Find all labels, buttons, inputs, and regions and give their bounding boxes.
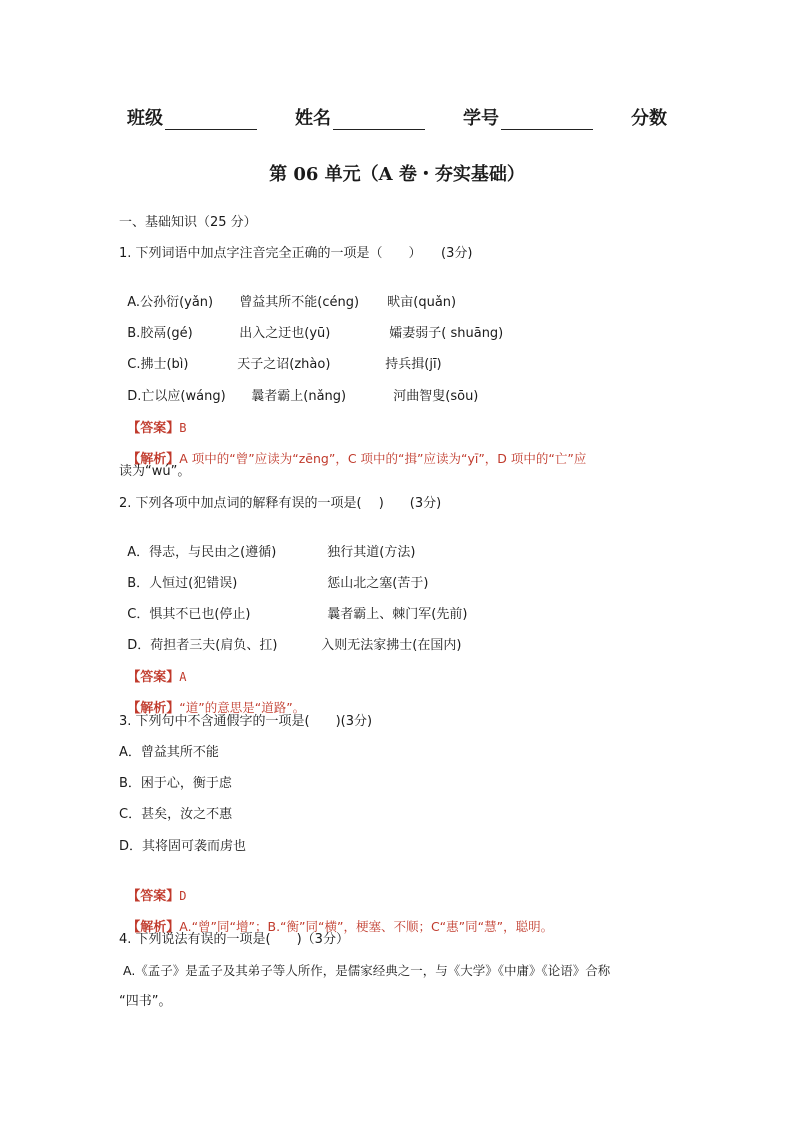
q1-b-2: 出入之迂也(yū) [239, 326, 331, 341]
q2-c-2: 曩者霸上、棘门军(先前) [327, 607, 468, 622]
explain-text: A.“曾”同“增”；B.“衡”同“横”，梗塞、不顺；C“惠”同“慧”，聪明。 [179, 919, 554, 934]
q2-b-2: 惩山北之塞(苦于) [327, 576, 429, 591]
section-heading: 一、基础知识（25 分） [119, 215, 257, 230]
q4-stem: 4. 下列说法有误的一项是( )（3分） [119, 932, 349, 947]
score-label: 分数 [631, 108, 667, 129]
q3-option-a: A．曾益其所不能 [119, 745, 219, 760]
class-field [127, 104, 257, 130]
id-label: 学号 [463, 108, 499, 129]
class-blank[interactable] [165, 109, 257, 130]
q2-d-1: D．荷担者三夫(肩负、扛) [127, 638, 278, 653]
q1-a-2: 曾益其所不能(céng) [239, 295, 360, 310]
q3-option-b: B．困于心，衡于虑 [119, 776, 232, 791]
q1-d-3: 河曲智叟(sōu) [393, 389, 479, 404]
answer-value: A [179, 670, 187, 684]
q2-a-1: A．得志，与民由之(遵循) [127, 545, 277, 560]
q1-d-1: D.亡以应(wáng) [127, 389, 226, 404]
explain-tag: 【解析】 [127, 452, 180, 467]
class-label: 班级 [127, 108, 163, 129]
q3-option-c: C．甚矣，汝之不惠 [119, 807, 233, 822]
explain-tag: 【解析】 [127, 920, 180, 935]
q1-c-3: 持兵揖(jī) [385, 357, 442, 372]
q2-c-1: C．惧其不已也(停止) [127, 607, 251, 622]
page-title: 第 06 单元（A 卷・夯实基础） [269, 164, 525, 185]
header-fields [0, 104, 794, 130]
q1-option-c [119, 338, 442, 374]
q1-b-1: B.胶鬲(gé) [127, 326, 193, 341]
q1-explanation-cont: 读为“wú”。 [119, 464, 191, 479]
q4-option-a: A.《孟子》是孟子及其弟子等人所作，是儒家经典之一，与《大学》《中庸》《论语》合称 [123, 963, 611, 978]
answer-tag: 【答案】 [127, 889, 180, 904]
id-blank[interactable] [501, 109, 593, 130]
q2-a-2: 独行其道(方法) [327, 545, 416, 560]
q1-c-2: 天子之诏(zhào) [237, 357, 331, 372]
answer-value: B [179, 421, 187, 435]
explain-text: “道”的意思是“道路”。 [179, 700, 306, 715]
q1-a-3: 畎亩(quǎn) [387, 295, 457, 310]
explain-text: A 项中的“曾”应读为“zēng”，C 项中的“揖”应读为“yī”，D 项中的“亡”应 [179, 451, 587, 466]
id-field [463, 104, 593, 130]
q1-a-1: A.公孙衍(yǎn) [127, 295, 214, 310]
name-field [295, 104, 425, 130]
score-field [631, 104, 667, 130]
q1-d-2: 曩者霸上(nǎng) [251, 389, 347, 404]
name-blank[interactable] [333, 109, 425, 130]
q3-option-d: D．其将固可袭而虏也 [119, 839, 247, 854]
q1-stem: 1. 下列词语中加点字注音完全正确的一项是（ ） (3分) [119, 246, 473, 261]
answer-value: D [179, 889, 187, 903]
explain-tag: 【解析】 [127, 701, 180, 716]
q2-b-1: B．人恒过(犯错误) [127, 576, 238, 591]
q1-b-3: 孀妻弱子( shuāng) [389, 326, 504, 341]
q4-option-a-cont: “四书”。 [119, 994, 172, 1009]
q2-stem: 2. 下列各项中加点词的解释有误的一项是( ) (3分) [119, 496, 442, 511]
q3-stem: 3. 下列句中不含通假字的一项是( )(3分) [119, 714, 373, 729]
q2-d-2: 入则无法家拂士(在国内) [321, 638, 462, 653]
answer-tag: 【答案】 [127, 670, 180, 685]
q1-c-1: C.拂士(bì) [127, 357, 189, 372]
answer-tag: 【答案】 [127, 421, 180, 436]
name-label: 姓名 [295, 108, 331, 129]
